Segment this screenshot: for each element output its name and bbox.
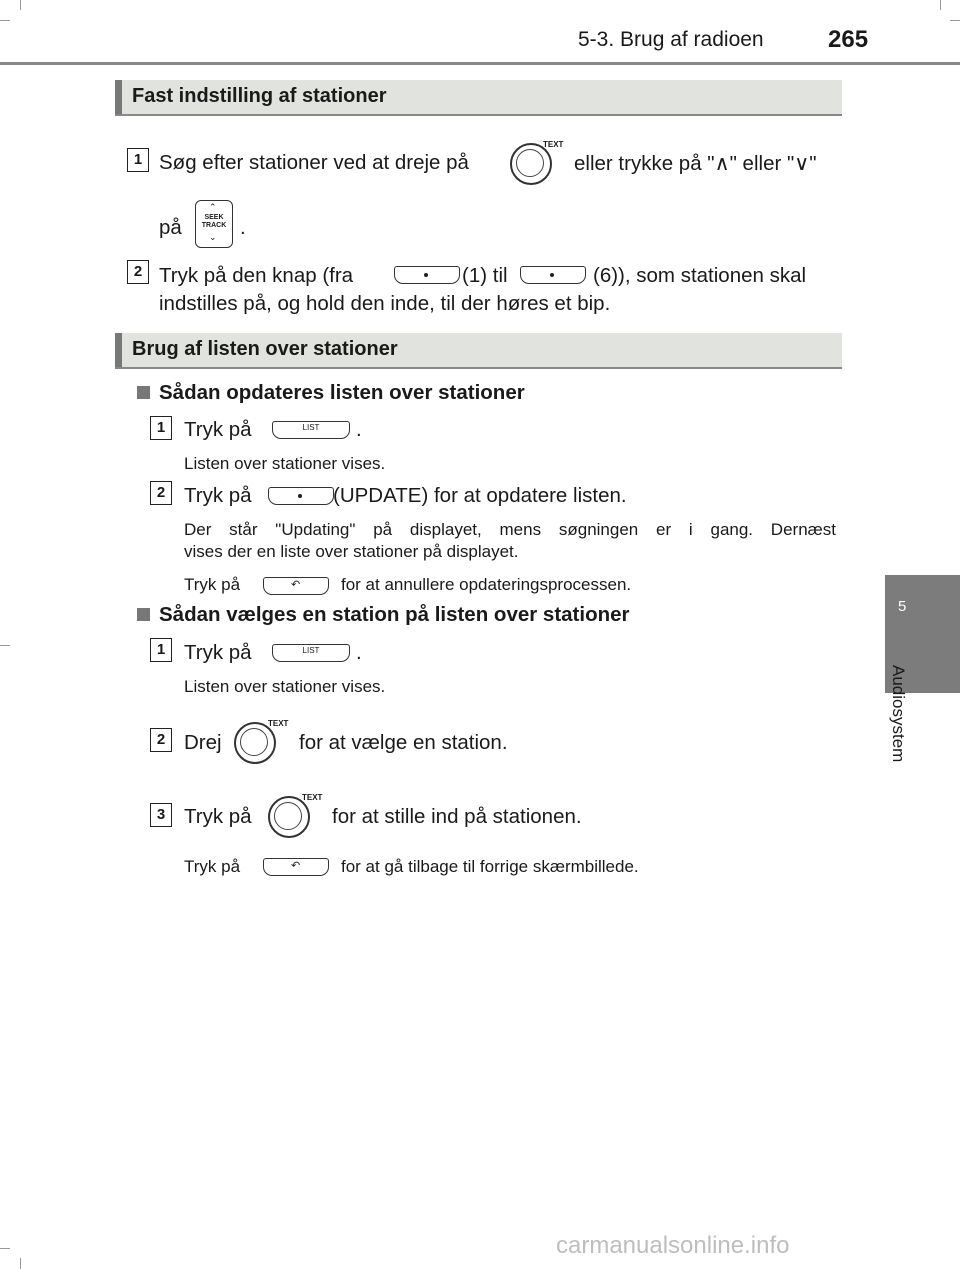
step-text: Tryk på <box>184 484 252 507</box>
watermark: carmanualsonline.info <box>556 1232 790 1259</box>
crop-mark <box>950 20 960 21</box>
text-label: TEXT <box>543 140 564 149</box>
seek-label: SEEK <box>204 214 224 221</box>
square-bullet-icon <box>137 608 150 621</box>
preset-button-icon <box>268 487 334 505</box>
step-text: Søg efter stationer ved at dreje på <box>159 151 469 174</box>
return-button-icon: ↶ <box>263 858 329 876</box>
text-label: TEXT <box>268 719 289 728</box>
section-heading: Brug af listen over stationer <box>115 333 842 369</box>
chevron-down-icon: ⌄ <box>209 232 217 242</box>
step-text: (6)), som stationen skal <box>593 264 807 287</box>
step-text: Drej <box>184 731 222 754</box>
crop-mark <box>940 0 941 10</box>
tune-knob-icon <box>268 796 310 838</box>
header-rule <box>0 62 960 65</box>
section-heading: Fast indstilling af stationer <box>115 80 842 116</box>
step-note: Listen over stationer vises. <box>184 454 386 473</box>
step-text: Tryk på <box>184 641 252 664</box>
chapter-label: Audiosystem <box>889 665 908 763</box>
seek-track-button-icon <box>195 200 233 248</box>
running-header-section: 5-3. Brug af radioen <box>578 28 764 51</box>
crop-mark <box>20 1258 21 1269</box>
step-text: Tryk på <box>184 418 252 441</box>
step-badge: 2 <box>150 481 172 505</box>
step-badge: 1 <box>150 638 172 662</box>
step-badge: 1 <box>127 148 149 172</box>
preset-button-icon <box>394 266 460 284</box>
step-badge: 2 <box>127 260 149 284</box>
step-text: eller trykke på "∧" eller "∨" <box>574 152 817 175</box>
step-text: indstilles på, og hold den inde, til der høres et bip. <box>159 292 611 315</box>
step-note: for at gå tilbage til forrige skærmbillede. <box>341 857 639 876</box>
crop-mark <box>20 0 21 10</box>
text-label: TEXT <box>302 793 323 802</box>
chapter-number: 5 <box>898 598 907 615</box>
step-text: . <box>356 418 362 441</box>
subsection-title: Sådan opdateres listen over stationer <box>159 381 525 404</box>
step-badge: 2 <box>150 728 172 752</box>
step-text: (1) til <box>462 264 508 287</box>
step-badge: 1 <box>150 416 172 440</box>
track-label: TRACK <box>201 222 227 229</box>
tune-knob-icon <box>234 722 276 764</box>
list-button-icon: LIST <box>272 644 350 662</box>
step-text: . <box>240 216 246 239</box>
crop-mark <box>0 20 10 21</box>
list-button-icon: LIST <box>272 421 350 439</box>
tune-knob-icon <box>510 143 552 185</box>
step-text: (UPDATE) for at opdatere listen. <box>333 484 627 507</box>
step-badge: 3 <box>150 803 172 827</box>
crop-mark <box>0 1248 10 1249</box>
step-note: Listen over stationer vises. <box>184 677 386 696</box>
step-note: for at annullere opdateringsprocessen. <box>341 575 632 594</box>
step-text: Tryk på <box>184 805 252 828</box>
step-note: vises der en liste over stationer på displayet. <box>184 542 519 561</box>
chevron-up-icon: ⌃ <box>209 202 217 212</box>
step-text: for at stille ind på stationen. <box>332 805 582 828</box>
step-text: for at vælge en station. <box>299 731 508 754</box>
step-text: Tryk på den knap (fra <box>159 264 354 287</box>
subsection-title: Sådan vælges en station på listen over stationer <box>159 603 630 626</box>
return-button-icon: ↶ <box>263 577 329 595</box>
step-note: Tryk på <box>184 575 241 594</box>
square-bullet-icon <box>137 386 150 399</box>
step-text: . <box>356 641 362 664</box>
page-number: 265 <box>828 26 869 53</box>
step-note: Tryk på <box>184 857 241 876</box>
step-note: Der står "Updating" på displayet, mens søgningen er i gang. Dernæst <box>184 520 836 539</box>
preset-button-icon <box>520 266 586 284</box>
crop-mark <box>0 645 10 646</box>
step-text: på <box>159 216 182 239</box>
